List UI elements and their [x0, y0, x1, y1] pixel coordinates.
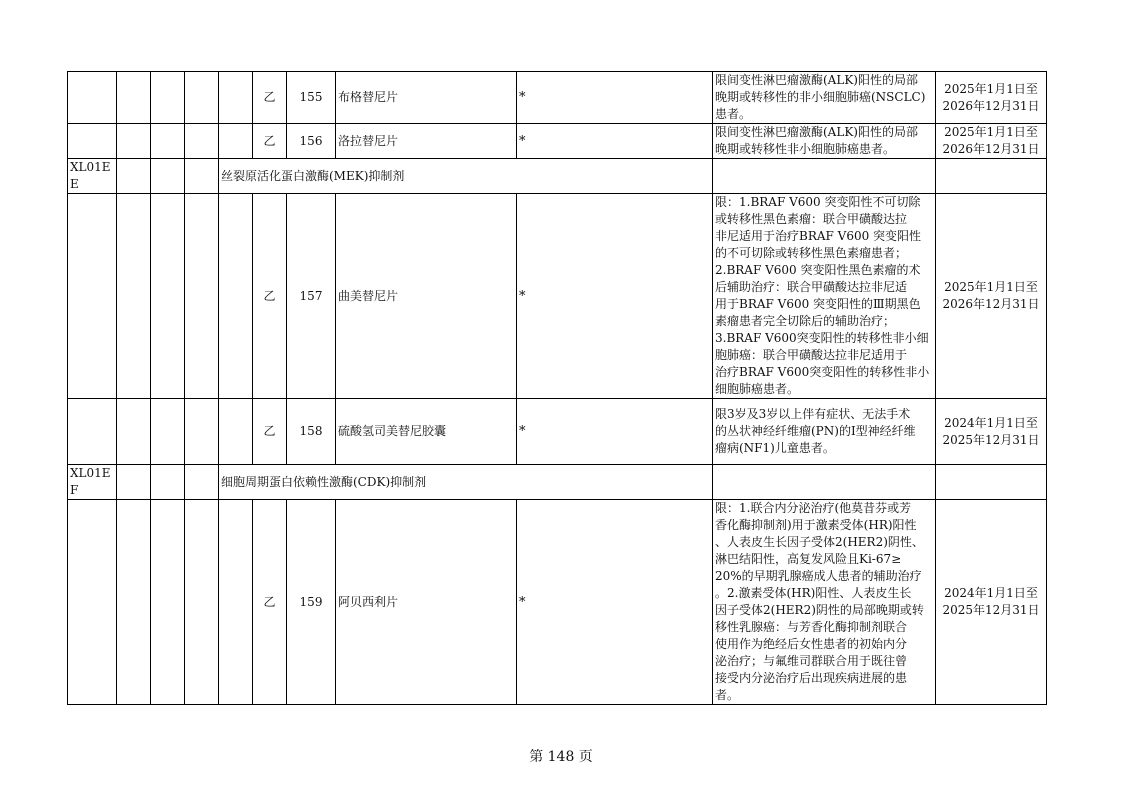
empty-cell [936, 465, 1047, 500]
period-line: 2025年12月31日 [942, 603, 1040, 617]
empty-cell [185, 194, 219, 399]
drug-number: 158 [287, 399, 336, 465]
period-line: 2025年1月1日至 [944, 125, 1038, 139]
period-line: 2026年12月31日 [942, 297, 1040, 311]
remark-line: 20%的早期乳腺癌成人患者的辅助治疗 [715, 569, 922, 583]
empty-cell [117, 194, 151, 399]
category-group-row [68, 159, 1047, 194]
empty-cell [117, 159, 151, 194]
empty-cell [151, 500, 185, 705]
drug-number: 159 [287, 500, 336, 705]
empty-cell [117, 72, 151, 124]
empty-cell [219, 500, 253, 705]
period-line: 2026年12月31日 [942, 98, 1040, 113]
remark-cell [713, 72, 936, 124]
empty-cell [185, 465, 219, 500]
remark-line: 限：1.联合内分泌治疗(他莫昔芬或芳 [715, 501, 912, 515]
empty-cell [151, 465, 185, 500]
remark-line: 限：1.BRAF V600 突变阳性不可切除 [715, 195, 921, 209]
category-group-row [68, 465, 1047, 500]
insurance-category: 乙 [253, 194, 287, 399]
remark-line: 患者。 [715, 107, 752, 121]
drug-row [68, 72, 1047, 124]
period-line: 2025年1月1日至 [944, 81, 1038, 96]
insurance-category: 乙 [253, 124, 287, 159]
empty-cell [151, 124, 185, 159]
empty-cell [68, 124, 117, 159]
remark-line: 瘤病(NF1)儿童患者。 [715, 441, 835, 455]
empty-cell [117, 124, 151, 159]
remark-line: 限间变性淋巴瘤激酶(ALK)阳性的局部 [715, 73, 918, 87]
validity-period [936, 500, 1047, 705]
drug-number: 157 [287, 194, 336, 399]
drug-number: 156 [287, 124, 336, 159]
period-line: 2025年12月31日 [942, 432, 1040, 447]
category-code: XL01EE [68, 159, 117, 194]
drug-row [68, 399, 1047, 465]
remark-line: 胞肺癌：联合甲磺酸达拉非尼适用于 [715, 348, 908, 362]
period-line: 2025年1月1日至 [944, 280, 1038, 294]
drug-row [68, 124, 1047, 159]
empty-cell [151, 72, 185, 124]
remark-line: 晚期或转移性非小细胞肺癌患者。 [715, 142, 896, 156]
remark-cell [713, 194, 936, 399]
drug-name: 布格替尼片 [336, 72, 517, 124]
drug-row [68, 500, 1047, 705]
remark-line: 者。 [715, 688, 740, 702]
remark-line: 素瘤患者完全切除后的辅助治疗； [715, 314, 896, 328]
remark-line: 的丛状神经纤维瘤(PN)的I型神经纤维 [715, 424, 916, 438]
empty-cell [185, 399, 219, 465]
empty-cell [151, 159, 185, 194]
remark-line: 非尼适用于治疗BRAF V600 突变阳性 [715, 229, 922, 243]
remark-line: 移性乳腺癌：与芳香化酶抑制剂联合 [715, 620, 908, 634]
dosage-form: * [517, 399, 713, 465]
validity-period [936, 399, 1047, 465]
empty-cell [151, 399, 185, 465]
dosage-form: * [517, 72, 713, 124]
empty-cell [68, 500, 117, 705]
category-title: 细胞周期蛋白依赖性激酶(CDK)抑制剂 [219, 465, 713, 500]
empty-cell [68, 399, 117, 465]
remark-line: 香化酶抑制剂)用于激素受体(HR)阳性 [715, 518, 917, 532]
page-number: 第 148 页 [529, 749, 593, 765]
remark-line: 3.BRAF V600突变阳性的转移性非小细 [715, 331, 929, 345]
empty-cell [185, 159, 219, 194]
empty-cell [151, 194, 185, 399]
validity-period [936, 194, 1047, 399]
remark-line: 2.BRAF V600 突变阳性黑色素瘤的术 [715, 263, 921, 277]
period-line: 2024年1月1日至 [944, 415, 1038, 430]
remark-cell [713, 399, 936, 465]
remark-line: 用于BRAF V600 突变阳性的Ⅲ期黑色 [715, 297, 921, 311]
insurance-category: 乙 [253, 72, 287, 124]
empty-cell [713, 465, 936, 500]
drug-name: 硫酸氢司美替尼胶囊 [336, 399, 517, 465]
period-line: 2024年1月1日至 [944, 586, 1038, 600]
remark-line: 、人表皮生长因子受体2(HER2)阴性、 [715, 535, 924, 549]
empty-cell [117, 465, 151, 500]
remark-line: 细胞肺癌患者。 [715, 382, 800, 396]
drug-catalog-table [67, 71, 1047, 705]
remark-line: 淋巴结阳性，高复发风险且Ki-67≥ [715, 552, 902, 566]
empty-cell [185, 72, 219, 124]
drug-row [68, 194, 1047, 399]
empty-cell [219, 194, 253, 399]
remark-line: 治疗BRAF V600突变阳性的转移性非小 [715, 365, 930, 379]
empty-cell [117, 399, 151, 465]
drug-number: 155 [287, 72, 336, 124]
empty-cell [68, 194, 117, 399]
period-line: 2026年12月31日 [942, 142, 1040, 156]
empty-cell [185, 500, 219, 705]
remark-line: 使用作为绝经后女性患者的初始内分 [715, 637, 908, 651]
validity-period [936, 72, 1047, 124]
dosage-form: * [517, 500, 713, 705]
dosage-form: * [517, 194, 713, 399]
insurance-category: 乙 [253, 500, 287, 705]
remark-line: 限间变性淋巴瘤激酶(ALK)阳性的局部 [715, 125, 918, 139]
remark-line: 。2.激素受体(HR)阳性、人表皮生长 [715, 586, 912, 600]
remark-line: 后辅助治疗：联合甲磺酸达拉非尼适 [715, 280, 908, 294]
empty-cell [185, 124, 219, 159]
drug-name: 洛拉替尼片 [336, 124, 517, 159]
empty-cell [713, 159, 936, 194]
drug-name: 曲美替尼片 [336, 194, 517, 399]
dosage-form: * [517, 124, 713, 159]
empty-cell [936, 159, 1047, 194]
remark-line: 限3岁及3岁以上伴有症状、无法手术 [715, 407, 911, 421]
empty-cell [68, 72, 117, 124]
category-code: XL01EF [68, 465, 117, 500]
remark-line: 接受内分泌治疗后出现疾病进展的患 [715, 671, 908, 685]
table-body [68, 72, 1047, 705]
insurance-category: 乙 [253, 399, 287, 465]
remark-line: 或转移性黑色素瘤：联合甲磺酸达拉 [715, 212, 908, 226]
category-title: 丝裂原活化蛋白激酶(MEK)抑制剂 [219, 159, 713, 194]
empty-cell [219, 124, 253, 159]
remark-cell [713, 500, 936, 705]
empty-cell [219, 399, 253, 465]
remark-line: 的不可切除或转移性黑色素瘤患者； [715, 246, 908, 260]
remark-line: 因子受体2(HER2)阴性的局部晚期或转 [715, 603, 924, 617]
drug-name: 阿贝西利片 [336, 500, 517, 705]
remark-cell [713, 124, 936, 159]
remark-line: 泌治疗；与氟维司群联合用于既往曾 [715, 654, 908, 668]
empty-cell [117, 500, 151, 705]
remark-line: 晚期或转移性的非小细胞肺癌(NSCLC) [715, 90, 926, 104]
validity-period [936, 124, 1047, 159]
empty-cell [219, 72, 253, 124]
